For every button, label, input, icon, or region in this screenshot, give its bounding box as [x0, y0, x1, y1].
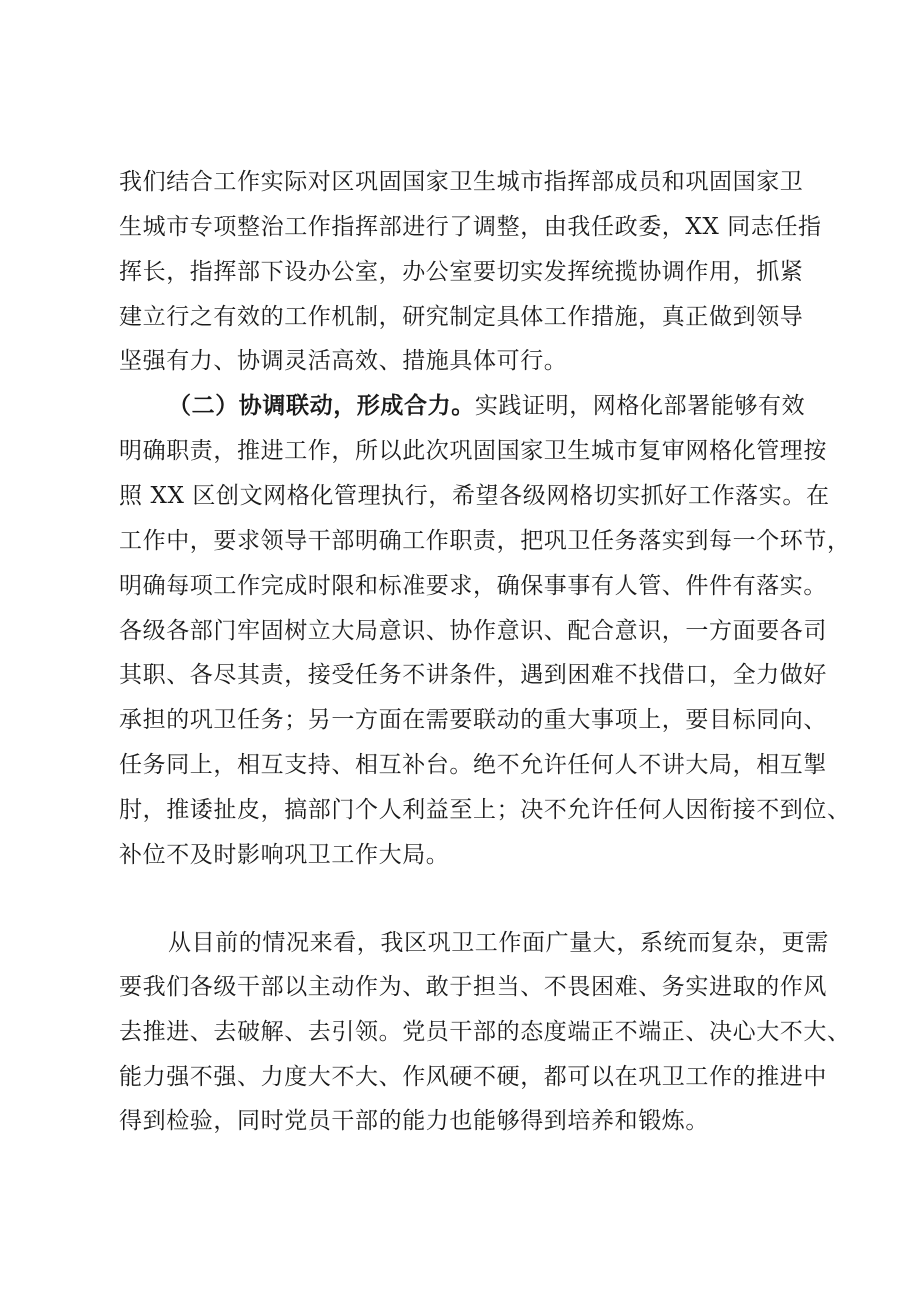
text-line: 得到检验，同时党员干部的能力也能够得到培养和锻炼。 — [119, 1108, 709, 1134]
text-line: 坚强有力、协调灵活高效、措施具体可行。 — [119, 348, 568, 374]
text-line: 补位不及时影响巩卫工作大局。 — [119, 842, 450, 868]
text-line: 要我们各级干部以主动作为、敢于担当、不畏困难、务实进取的作风 — [119, 974, 827, 1000]
text-line: 照 XX 区创文网格化管理执行，希望各级网格切实抓好工作落实。在 — [119, 483, 830, 509]
text-line: 挥长，指挥部下设办公室，办公室要切实发挥统揽协调作用，抓紧 — [119, 259, 804, 285]
text-line: 其职、各尽其责，接受任务不讲条件，遇到困难不找借口，全力做好 — [119, 662, 827, 688]
text-line: 肘，推诿扯皮，搞部门个人利益至上；决不允许任何人因衔接不到位、 — [119, 797, 851, 823]
heading-line-text: 实践证明，网格化部署能够有效 — [474, 393, 806, 419]
text-line: 明确每项工作完成时限和标准要求，确保事事有人管、件件有落实。 — [119, 573, 827, 599]
text-line: 去推进、去破解、去引领。党员干部的态度端正不端正、决心大不大、 — [119, 1019, 851, 1045]
text-line: 从目前的情况来看，我区巩卫工作面广量大，系统而复杂，更需 — [168, 930, 829, 956]
section-heading: （二）协调联动，形成合力。 — [168, 392, 475, 419]
text-line: 任务同上，相互支持、相互补台。绝不允许任何人不讲大局，相互掣 — [119, 752, 827, 778]
text-line: 能力强不强、力度大不大、作风硬不硬，都可以在巩卫工作的推进中 — [119, 1064, 827, 1090]
text-line: 工作中，要求领导干部明确工作职责，把巩卫任务落实到每一个环节， — [119, 528, 851, 554]
text-line: 明确职责，推进工作，所以此次巩固国家卫生城市复审网格化管理按 — [119, 438, 827, 464]
text-line: 我们结合工作实际对区巩固国家卫生城市指挥部成员和巩固国家卫 — [119, 169, 804, 195]
text-line: 承担的巩卫任务；另一方面在需要联动的重大事项上，要目标同向、 — [119, 707, 827, 733]
text-line: 各级各部门牢固树立大局意识、协作意识、配合意识，一方面要各司 — [119, 618, 827, 644]
text-line: 生城市专项整治工作指挥部进行了调整，由我任政委，XX 同志任指 — [119, 214, 822, 240]
text-line: 建立行之有效的工作机制，研究制定具体工作措施，真正做到领导 — [119, 304, 804, 330]
section-heading-line — [168, 386, 920, 426]
